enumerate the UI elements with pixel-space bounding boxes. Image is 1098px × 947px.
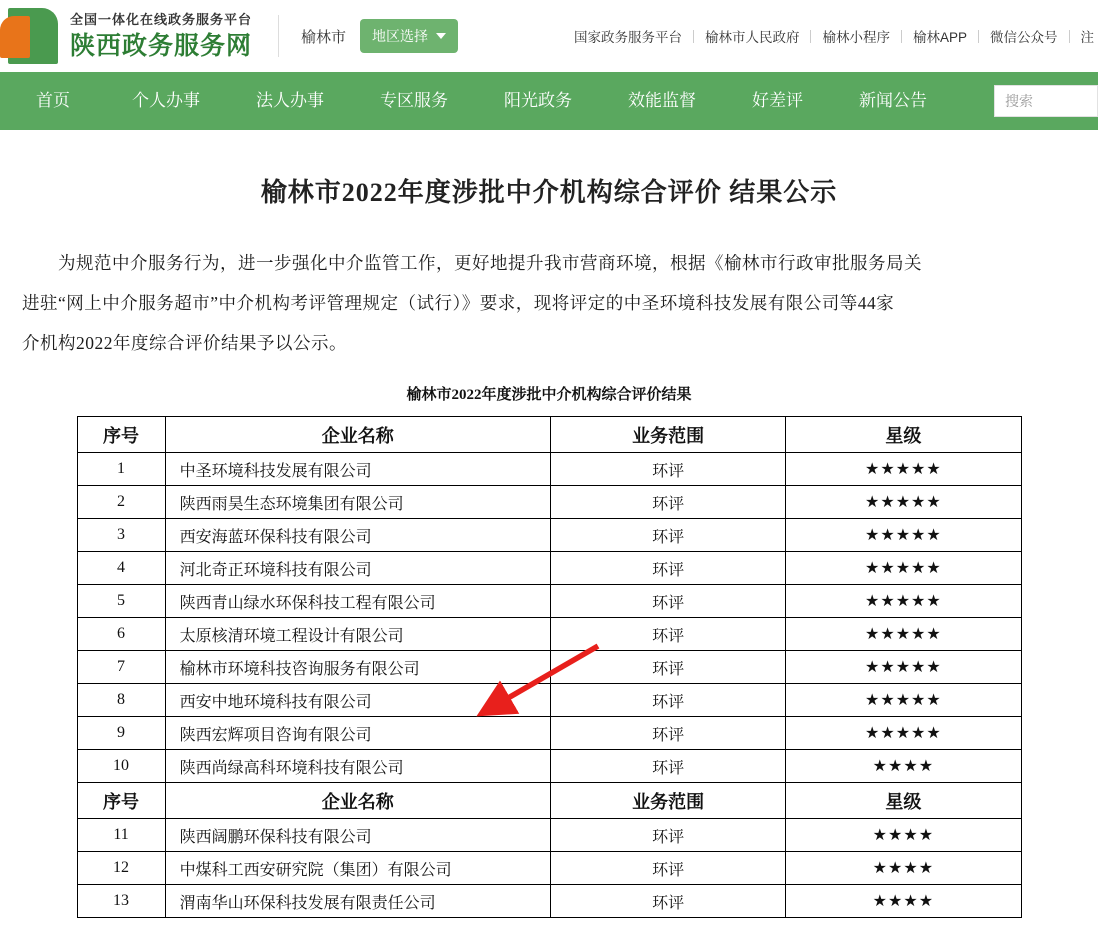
link-national-platform[interactable]: 国家政务服务平台 <box>573 30 682 45</box>
current-city-label: 榆林市 <box>301 28 347 46</box>
cell-scope: 环评 <box>550 819 785 852</box>
cell-scope: 环评 <box>550 651 785 684</box>
cell-index: 1 <box>77 453 165 486</box>
logo-orange-shape <box>0 16 30 58</box>
nav-item-efficiency-supervision[interactable]: 效能监督 <box>628 91 696 110</box>
region-select-label: 地区选择 <box>372 28 429 44</box>
table-row <box>77 852 1021 885</box>
cell-scope: 环评 <box>550 585 785 618</box>
article-paragraph-1: 为规范中介服务行为，进一步强化中介监管工作，更好地提升我市营商环境，根据《榆林市行政审批服务局关 <box>58 253 922 273</box>
nav-item-review[interactable]: 好差评 <box>752 91 803 110</box>
cell-company: 陕西青山绿水环保科技工程有限公司 <box>165 585 550 618</box>
link-yulin-app[interactable]: 榆林APP <box>912 30 967 45</box>
nav-item-legal-person[interactable]: 法人办事 <box>256 91 324 110</box>
chevron-down-icon <box>436 33 446 39</box>
cell-company: 河北奇正环境科技有限公司 <box>165 552 550 585</box>
cell-company: 渭南华山环保科技发展有限责任公司 <box>165 885 550 918</box>
link-yulin-miniprogram[interactable]: 榆林小程序 <box>822 30 890 45</box>
cell-index: 12 <box>77 852 165 885</box>
nav-item-home[interactable]: 首页 <box>36 91 70 110</box>
cell-scope: 环评 <box>550 453 785 486</box>
table-header-row <box>77 417 1021 453</box>
brand <box>70 10 252 62</box>
cell-stars: ★★★★ <box>786 750 1021 783</box>
brand-subtitle: 全国一体化在线政务服务平台 <box>70 12 253 27</box>
link-yulin-government[interactable]: 榆林市人民政府 <box>704 30 800 45</box>
article-paragraph-2: 进驻“网上中介服务超市”中介机构考评管理规定（试行）》要求，现将评定的中圣环境科技发展有限公司等44家 <box>22 293 895 313</box>
cell-index: 13 <box>77 885 165 918</box>
cell-company: 陕西尚绿高科环境科技有限公司 <box>165 750 550 783</box>
table-row <box>77 750 1021 783</box>
cell-scope: 环评 <box>550 750 785 783</box>
cell-scope: 环评 <box>550 684 785 717</box>
column-header-company: 企业名称 <box>165 417 550 453</box>
cell-index: 4 <box>77 552 165 585</box>
article-paragraph-3: 介机构2022年度综合评价结果予以公示。 <box>22 333 347 353</box>
column-header-star: 星级 <box>786 417 1021 453</box>
table-row <box>77 819 1021 852</box>
column-header-scope: 业务范围 <box>550 417 785 453</box>
nav-item-zone-service[interactable]: 专区服务 <box>380 91 448 110</box>
table-caption: 榆林市2022年度涉批中介机构综合评价结果 <box>406 387 692 403</box>
cell-stars: ★★★★★ <box>786 717 1021 750</box>
site-logo <box>0 0 60 72</box>
nav-item-sunshine-affairs[interactable]: 阳光政务 <box>504 91 572 110</box>
cell-stars: ★★★★ <box>786 819 1021 852</box>
cell-company: 西安中地环境科技有限公司 <box>165 684 550 717</box>
column-header-index: 序号 <box>77 783 165 819</box>
table-row <box>77 618 1021 651</box>
cell-index: 9 <box>77 717 165 750</box>
cell-scope: 环评 <box>550 885 785 918</box>
main-navigation <box>0 72 1098 130</box>
table-row <box>77 585 1021 618</box>
table-row <box>77 519 1021 552</box>
cell-stars: ★★★★★ <box>786 552 1021 585</box>
column-header-scope: 业务范围 <box>550 783 785 819</box>
link-register[interactable]: 注 <box>1080 30 1094 45</box>
column-header-index: 序号 <box>77 417 165 453</box>
site-header <box>0 0 1098 72</box>
header-divider <box>278 15 279 57</box>
cell-index: 6 <box>77 618 165 651</box>
cell-company: 榆林市环境科技咨询服务有限公司 <box>165 651 550 684</box>
cell-company: 陕西雨昊生态环境集团有限公司 <box>165 486 550 519</box>
cell-stars: ★★★★★ <box>786 585 1021 618</box>
search-input[interactable] <box>994 85 1098 117</box>
column-header-star: 星级 <box>786 783 1021 819</box>
table-row <box>77 651 1021 684</box>
nav-item-news[interactable]: 新闻公告 <box>859 91 927 110</box>
region-select-button[interactable] <box>360 19 458 53</box>
cell-index: 10 <box>77 750 165 783</box>
cell-stars: ★★★★★ <box>786 519 1021 552</box>
table-row <box>77 717 1021 750</box>
cell-company: 陕西宏辉项目咨询有限公司 <box>165 717 550 750</box>
cell-stars: ★★★★★ <box>786 651 1021 684</box>
cell-company: 陕西阔鹏环保科技有限公司 <box>165 819 550 852</box>
evaluation-results-table <box>77 416 1022 918</box>
header-quick-links <box>563 26 1098 46</box>
cell-company: 西安海蓝环保科技有限公司 <box>165 519 550 552</box>
article-page <box>0 130 1098 947</box>
table-row <box>77 684 1021 717</box>
cell-stars: ★★★★★ <box>786 453 1021 486</box>
cell-index: 5 <box>77 585 165 618</box>
cell-index: 8 <box>77 684 165 717</box>
page-title: 榆林市2022年度涉批中介机构综合评价 结果公示 <box>260 178 838 207</box>
cell-scope: 环评 <box>550 552 785 585</box>
nav-item-personal[interactable]: 个人办事 <box>132 91 200 110</box>
cell-scope: 环评 <box>550 486 785 519</box>
cell-stars: ★★★★ <box>786 852 1021 885</box>
table-row <box>77 552 1021 585</box>
cell-stars: ★★★★★ <box>786 486 1021 519</box>
cell-stars: ★★★★★ <box>786 618 1021 651</box>
cell-stars: ★★★★★ <box>786 684 1021 717</box>
brand-title: 陕西政务服务网 <box>70 32 253 60</box>
cell-company: 中圣环境科技发展有限公司 <box>165 453 550 486</box>
cell-index: 2 <box>77 486 165 519</box>
cell-scope: 环评 <box>550 618 785 651</box>
table-row <box>77 486 1021 519</box>
link-wechat-official[interactable]: 微信公众号 <box>990 30 1058 45</box>
cell-scope: 环评 <box>550 519 785 552</box>
cell-index: 7 <box>77 651 165 684</box>
cell-company: 太原核清环境工程设计有限公司 <box>165 618 550 651</box>
cell-scope: 环评 <box>550 852 785 885</box>
table-header-row-repeat <box>77 783 1021 819</box>
cell-index: 11 <box>77 819 165 852</box>
nav-item-list <box>0 72 955 130</box>
cell-scope: 环评 <box>550 717 785 750</box>
column-header-company: 企业名称 <box>165 783 550 819</box>
cell-company: 中煤科工西安研究院（集团）有限公司 <box>165 852 550 885</box>
table-row <box>77 885 1021 918</box>
table-row <box>77 453 1021 486</box>
cell-index: 3 <box>77 519 165 552</box>
search-placeholder: 搜索 <box>1005 93 1033 109</box>
cell-stars: ★★★★ <box>786 885 1021 918</box>
